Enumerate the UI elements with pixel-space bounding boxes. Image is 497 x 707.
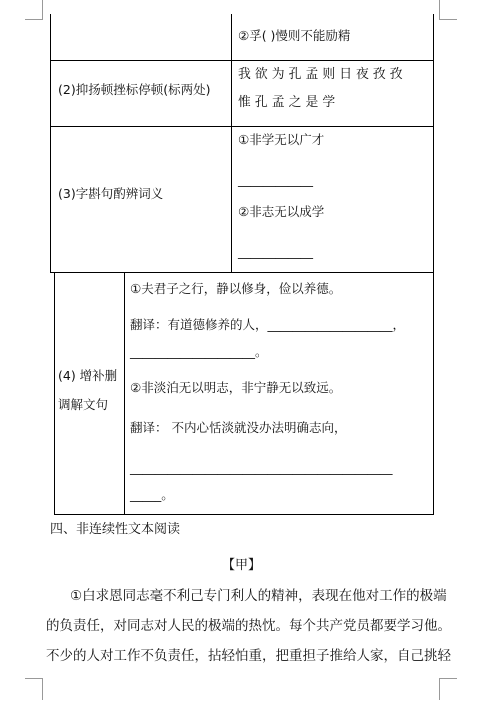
table-border-right-lower [433, 272, 434, 515]
crop-mark-top-right [439, 0, 440, 20]
row4-line7: _____。 [130, 487, 174, 502]
row3-item2: ②非志无以成学 [238, 204, 325, 219]
table-divider-upper [231, 14, 232, 273]
crop-mark-bottom-right [439, 678, 440, 700]
row2-right-line1: 我 欲 为 孔 孟 则 日 夜 孜 孜 [238, 67, 403, 82]
paragraph-line: ①白求恩同志毫不利己专门利人的精神，表现在他对工作的极端 [70, 588, 447, 604]
row4-left-label-line1: (4) 增补删 [58, 368, 118, 383]
table-rule-row1-bottom [50, 60, 434, 61]
crop-mark-top-left-h [25, 19, 43, 20]
section-subheading: 【甲】 [222, 558, 262, 573]
section-heading: 四、非连续性文本阅读 [50, 522, 181, 537]
paragraph-line: 不少的人对工作不负责任，拈轻怕重，把重担子推给人家，自己挑轻 [46, 648, 451, 664]
row4-line1: ①夫君子之行，静以修身，俭以养德。 [130, 281, 342, 296]
row4-line2: 翻译：有道德修养的人，____________________， [130, 317, 406, 332]
crop-mark-bottom-left-h [25, 678, 43, 679]
table-border-right-upper [433, 14, 434, 273]
crop-mark-top-right-h [439, 19, 457, 20]
row3-item1: ①非学无以广才 [238, 132, 325, 147]
row3-left-label: (3)字斟句酌辨词义 [58, 186, 164, 201]
table-border-left-upper [50, 14, 51, 273]
table-border-left-lower [54, 272, 55, 515]
crop-mark-top-left [42, 0, 43, 20]
table-rule-bottom [54, 514, 434, 515]
row4-line4: ②非淡泊无以明志，非宁静无以致远。 [130, 380, 342, 395]
row2-right-line2: 惟 孔 孟 之 是 学 [238, 95, 336, 110]
table-rule-row2-bottom [50, 126, 434, 127]
paragraph-line: 的负责任，对同志对人民的极端的热忱。每个共产党员都要学习他。 [46, 618, 451, 634]
table-divider-lower [124, 272, 125, 515]
row1-right-text: ②孚( )慢则不能励精 [238, 28, 351, 43]
table-rule-row3-bottom [50, 272, 434, 273]
row4-line3: ____________________。 [130, 344, 268, 359]
row4-line6: __________________________________________ [130, 460, 393, 475]
crop-mark-bottom-right-h [439, 678, 457, 679]
row3-blank1: ____________ [238, 172, 313, 187]
row4-left-label-line2: 调解文句 [58, 397, 109, 412]
row2-left-label: (2)抑扬顿挫标停顿(标两处) [58, 82, 211, 97]
row4-line5: 翻译： 不内心恬淡就没办法明确志向， [130, 420, 347, 435]
crop-mark-bottom-left [42, 678, 43, 700]
row3-blank2: ____________ [238, 244, 313, 259]
